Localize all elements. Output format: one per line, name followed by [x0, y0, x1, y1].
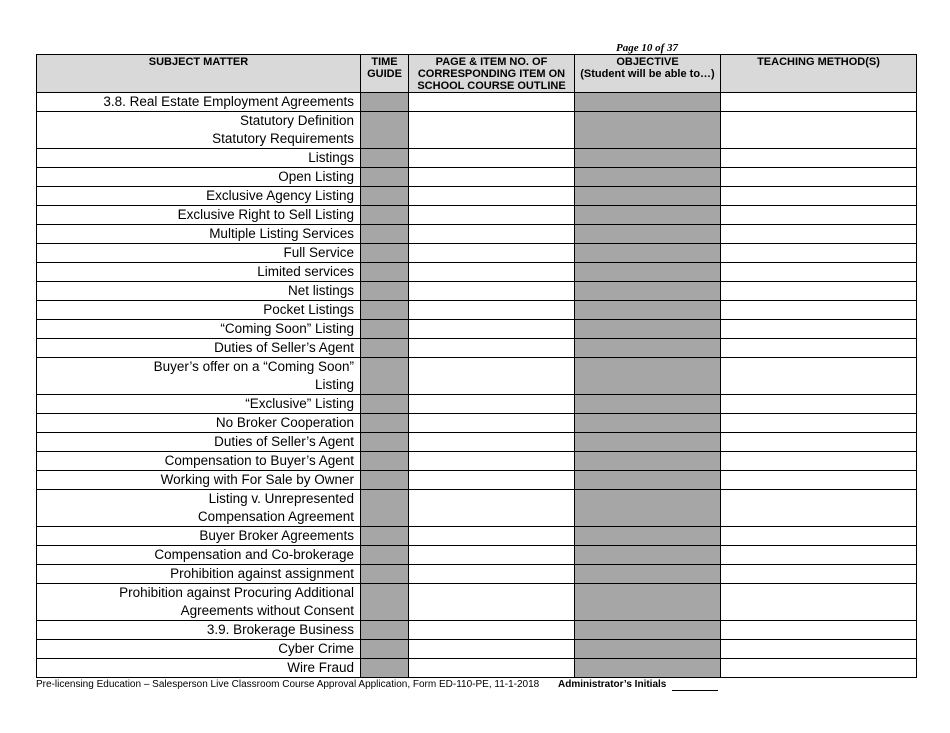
- time-guide-cell: [361, 640, 409, 659]
- objective-cell: [575, 527, 721, 546]
- table-row: [37, 659, 917, 678]
- page-item-cell[interactable]: [409, 320, 575, 339]
- subject-matter-text: 3.9. Brokerage Business: [206, 622, 354, 637]
- page-item-cell[interactable]: [409, 471, 575, 490]
- page-item-cell[interactable]: [409, 206, 575, 225]
- objective-cell: [575, 490, 721, 527]
- objective-cell: [575, 320, 721, 339]
- subject-matter-cell: [37, 527, 361, 546]
- subject-matter-text: Listings: [308, 150, 354, 165]
- table-row: [37, 490, 917, 527]
- teaching-method-cell[interactable]: [721, 282, 917, 301]
- header-page-item: PAGE & ITEM NO. OF CORRESPONDING ITEM ON SCHOOL COURSE OUTLINE: [409, 55, 575, 93]
- table-row: [37, 187, 917, 206]
- subject-matter-text: Limited services: [257, 264, 354, 279]
- objective-cell: [575, 433, 721, 452]
- subject-matter-cell: [37, 546, 361, 565]
- teaching-method-cell[interactable]: [721, 621, 917, 640]
- page-item-cell[interactable]: [409, 112, 575, 149]
- table-row: [37, 546, 917, 565]
- teaching-method-cell[interactable]: [721, 301, 917, 320]
- teaching-method-cell[interactable]: [721, 395, 917, 414]
- subject-matter-cell: [37, 339, 361, 358]
- subject-matter-cell: [37, 244, 361, 263]
- time-guide-cell: [361, 358, 409, 395]
- objective-cell: [575, 244, 721, 263]
- subject-matter-cell: [37, 263, 361, 282]
- table-row: [37, 414, 917, 433]
- subject-matter-cell: [37, 358, 361, 395]
- objective-cell: [575, 621, 721, 640]
- subject-matter-cell: [37, 490, 361, 527]
- page-item-cell[interactable]: [409, 621, 575, 640]
- time-guide-cell: [361, 187, 409, 206]
- page-footer: [36, 679, 718, 691]
- table-row: [37, 640, 917, 659]
- page-item-cell[interactable]: [409, 565, 575, 584]
- table-row: [37, 244, 917, 263]
- table-row: [37, 93, 917, 112]
- administrator-initials-label: Administrator’s Initials: [558, 679, 667, 690]
- objective-cell: [575, 565, 721, 584]
- subject-matter-cell: [37, 93, 361, 112]
- page-item-cell[interactable]: [409, 546, 575, 565]
- subject-matter-text: Duties of Seller’s Agent: [214, 340, 354, 355]
- objective-cell: [575, 659, 721, 678]
- teaching-method-cell[interactable]: [721, 546, 917, 565]
- teaching-method-cell[interactable]: [721, 433, 917, 452]
- teaching-method-cell[interactable]: [721, 471, 917, 490]
- time-guide-cell: [361, 490, 409, 527]
- objective-cell: [575, 206, 721, 225]
- table-row: [37, 206, 917, 225]
- objective-cell: [575, 395, 721, 414]
- subject-matter-text: Duties of Seller’s Agent: [214, 434, 354, 449]
- page-item-cell[interactable]: [409, 414, 575, 433]
- teaching-method-cell[interactable]: [721, 225, 917, 244]
- administrator-initials-field[interactable]: [672, 680, 718, 691]
- objective-cell: [575, 452, 721, 471]
- page-item-cell[interactable]: [409, 225, 575, 244]
- table-row: [37, 339, 917, 358]
- subject-matter-text: Wire Fraud: [287, 660, 354, 675]
- page-item-cell[interactable]: [409, 358, 575, 395]
- subject-matter-text: Statutory Requirements: [212, 131, 354, 146]
- objective-cell: [575, 263, 721, 282]
- objective-cell: [575, 584, 721, 621]
- table-row: [37, 527, 917, 546]
- teaching-method-cell[interactable]: [721, 244, 917, 263]
- subject-matter-cell: [37, 301, 361, 320]
- subject-matter-cell: [37, 452, 361, 471]
- header-subject-matter: SUBJECT MATTER: [37, 55, 361, 93]
- subject-matter-text: Prohibition against Procuring Additional: [119, 585, 354, 600]
- table-row: [37, 621, 917, 640]
- subject-matter-text: Exclusive Right to Sell Listing: [177, 207, 354, 222]
- subject-matter-text: Buyer Broker Agreements: [199, 528, 354, 543]
- subject-matter-cell: [37, 320, 361, 339]
- time-guide-cell: [361, 282, 409, 301]
- page-item-cell[interactable]: [409, 263, 575, 282]
- subject-matter-cell: [37, 187, 361, 206]
- subject-matter-cell: [37, 621, 361, 640]
- subject-matter-cell: [37, 282, 361, 301]
- subject-matter-cell: [37, 206, 361, 225]
- table-row: [37, 282, 917, 301]
- time-guide-cell: [361, 584, 409, 621]
- table-row: [37, 301, 917, 320]
- header-time-guide: TIME GUIDE: [361, 55, 409, 93]
- table-row: [37, 112, 917, 149]
- teaching-method-cell[interactable]: [721, 358, 917, 395]
- teaching-method-cell[interactable]: [721, 168, 917, 187]
- teaching-method-cell[interactable]: [721, 490, 917, 527]
- table-row: [37, 149, 917, 168]
- page-item-cell[interactable]: [409, 339, 575, 358]
- page-item-cell[interactable]: [409, 149, 575, 168]
- time-guide-cell: [361, 659, 409, 678]
- time-guide-cell: [361, 433, 409, 452]
- teaching-method-cell[interactable]: [721, 339, 917, 358]
- page-item-cell[interactable]: [409, 490, 575, 527]
- time-guide-cell: [361, 168, 409, 187]
- subject-matter-text: Compensation Agreement: [197, 509, 354, 524]
- time-guide-cell: [361, 301, 409, 320]
- time-guide-cell: [361, 93, 409, 112]
- page-item-cell[interactable]: [409, 395, 575, 414]
- page-item-cell[interactable]: [409, 244, 575, 263]
- objective-cell: [575, 225, 721, 244]
- page-item-cell[interactable]: [409, 640, 575, 659]
- page-number: Page 10 of 37: [616, 42, 679, 54]
- page-item-cell[interactable]: [409, 452, 575, 471]
- subject-matter-text: Listing: [314, 377, 354, 392]
- teaching-method-cell[interactable]: [721, 659, 917, 678]
- table-row: [37, 565, 917, 584]
- subject-matter-cell: [37, 112, 361, 149]
- teaching-method-cell[interactable]: [721, 320, 917, 339]
- objective-cell: [575, 187, 721, 206]
- subject-matter-cell: [37, 640, 361, 659]
- table-row: [37, 471, 917, 490]
- teaching-method-cell[interactable]: [721, 112, 917, 149]
- subject-matter-text: Agreements without Consent: [180, 603, 354, 618]
- objective-cell: [575, 93, 721, 112]
- objective-cell: [575, 149, 721, 168]
- subject-matter-text: Pocket Listings: [263, 302, 354, 317]
- objective-cell: [575, 168, 721, 187]
- teaching-method-cell[interactable]: [721, 187, 917, 206]
- subject-matter-text: “Coming Soon” Listing: [220, 321, 354, 336]
- subject-matter-text: No Broker Cooperation: [215, 415, 354, 430]
- subject-matter-cell: [37, 433, 361, 452]
- time-guide-cell: [361, 206, 409, 225]
- header-objective: OBJECTIVE (Student will be able to…): [575, 55, 721, 93]
- objective-cell: [575, 471, 721, 490]
- page-item-cell[interactable]: [409, 433, 575, 452]
- subject-matter-text: Multiple Listing Services: [209, 226, 354, 241]
- subject-matter-cell: [37, 584, 361, 621]
- objective-cell: [575, 301, 721, 320]
- subject-matter-text: Compensation to Buyer’s Agent: [164, 453, 354, 468]
- time-guide-cell: [361, 244, 409, 263]
- objective-cell: [575, 282, 721, 301]
- table-row: [37, 320, 917, 339]
- teaching-method-cell[interactable]: [721, 93, 917, 112]
- subject-matter-cell: [37, 414, 361, 433]
- subject-matter-text: Net listings: [287, 283, 354, 298]
- page-item-cell[interactable]: [409, 187, 575, 206]
- header-teaching-methods: TEACHING METHOD(S): [721, 55, 917, 93]
- teaching-method-cell[interactable]: [721, 640, 917, 659]
- subject-matter-cell: [37, 471, 361, 490]
- time-guide-cell: [361, 263, 409, 282]
- table-row: [37, 395, 917, 414]
- subject-matter-text: Full Service: [283, 245, 354, 260]
- objective-cell: [575, 414, 721, 433]
- subject-matter-cell: [37, 149, 361, 168]
- time-guide-cell: [361, 527, 409, 546]
- time-guide-cell: [361, 395, 409, 414]
- subject-matter-text: Buyer’s offer on a “Coming Soon”: [153, 359, 354, 374]
- time-guide-cell: [361, 414, 409, 433]
- table-row: [37, 263, 917, 282]
- teaching-method-cell[interactable]: [721, 527, 917, 546]
- objective-cell: [575, 112, 721, 149]
- teaching-method-cell[interactable]: [721, 414, 917, 433]
- objective-cell: [575, 640, 721, 659]
- table-header-row: [37, 55, 917, 93]
- time-guide-cell: [361, 471, 409, 490]
- subject-matter-text: “Exclusive” Listing: [245, 396, 354, 411]
- teaching-method-cell[interactable]: [721, 263, 917, 282]
- table-row: [37, 168, 917, 187]
- table-row: [37, 452, 917, 471]
- teaching-method-cell[interactable]: [721, 206, 917, 225]
- time-guide-cell: [361, 149, 409, 168]
- subject-matter-cell: [37, 565, 361, 584]
- objective-cell: [575, 339, 721, 358]
- teaching-method-cell[interactable]: [721, 149, 917, 168]
- subject-matter-text: Prohibition against assignment: [170, 566, 354, 581]
- subject-matter-text: Exclusive Agency Listing: [206, 188, 354, 203]
- course-outline-table: [36, 54, 917, 678]
- page-item-cell[interactable]: [409, 168, 575, 187]
- time-guide-cell: [361, 621, 409, 640]
- page-item-cell[interactable]: [409, 282, 575, 301]
- subject-matter-cell: [37, 659, 361, 678]
- time-guide-cell: [361, 565, 409, 584]
- table-row: [37, 433, 917, 452]
- subject-matter-text: Compensation and Co-brokerage: [154, 547, 354, 562]
- page-item-cell[interactable]: [409, 659, 575, 678]
- subject-matter-text: 3.8. Real Estate Employment Agreements: [103, 94, 354, 109]
- page-item-cell[interactable]: [409, 584, 575, 621]
- time-guide-cell: [361, 320, 409, 339]
- subject-matter-cell: [37, 168, 361, 187]
- table-row: [37, 358, 917, 395]
- teaching-method-cell[interactable]: [721, 452, 917, 471]
- page-item-cell[interactable]: [409, 527, 575, 546]
- time-guide-cell: [361, 452, 409, 471]
- teaching-method-cell[interactable]: [721, 584, 917, 621]
- subject-matter-text: Listing v. Unrepresented: [208, 491, 354, 506]
- page-item-cell[interactable]: [409, 93, 575, 112]
- subject-matter-cell: [37, 395, 361, 414]
- subject-matter-text: Cyber Crime: [278, 641, 354, 656]
- footer-form-text: Pre-licensing Education – Salesperson Live Classroom Course Approval Application, Form ED-110-PE, 11-1-2018: [36, 679, 540, 690]
- time-guide-cell: [361, 546, 409, 565]
- objective-cell: [575, 546, 721, 565]
- subject-matter-text: Working with For Sale by Owner: [160, 472, 354, 487]
- page-item-cell[interactable]: [409, 301, 575, 320]
- teaching-method-cell[interactable]: [721, 565, 917, 584]
- subject-matter-text: Statutory Definition: [239, 113, 354, 128]
- time-guide-cell: [361, 225, 409, 244]
- subject-matter-text: Open Listing: [278, 169, 354, 184]
- time-guide-cell: [361, 339, 409, 358]
- table-row: [37, 584, 917, 621]
- table-row: [37, 225, 917, 244]
- objective-cell: [575, 358, 721, 395]
- time-guide-cell: [361, 112, 409, 149]
- subject-matter-cell: [37, 225, 361, 244]
